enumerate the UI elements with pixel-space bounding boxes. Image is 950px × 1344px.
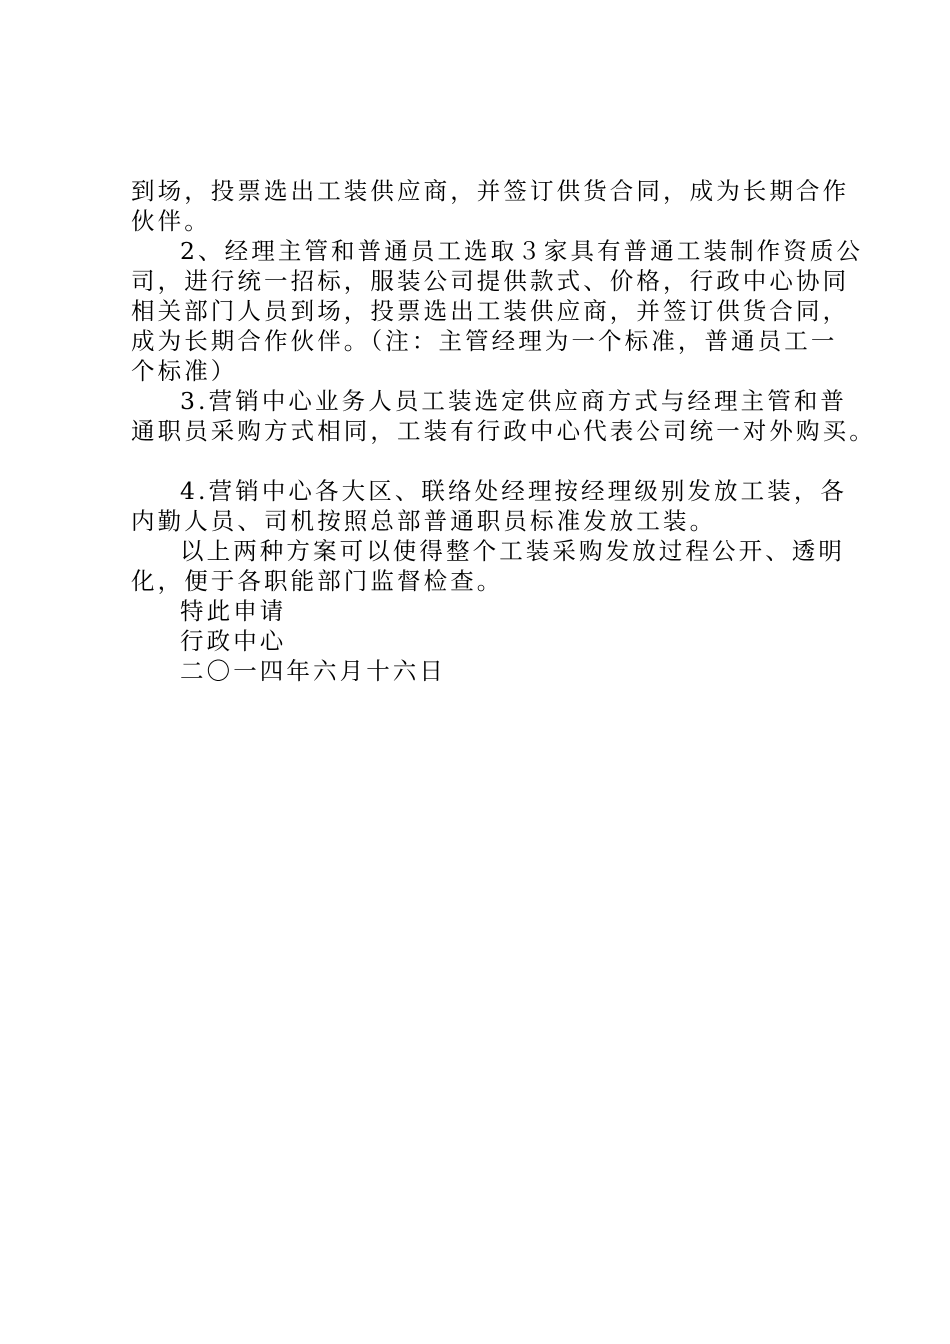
paragraph-line: 4.营销中心各大区、联络处经理按经理级别发放工装，各 <box>180 477 848 505</box>
paragraph-line: 司，进行统一招标，服装公司提供款式、价格，行政中心协同 <box>131 267 850 295</box>
signature-date: 二〇一四年六月十六日 <box>180 657 446 685</box>
paragraph-line: 个标准） <box>131 357 238 385</box>
paragraph-line: 内勤人员、司机按照总部普通职员标准发放工装。 <box>131 507 717 535</box>
paragraph-line: 到场，投票选出工装供应商，并签订供货合同，成为长期合作 <box>131 177 850 205</box>
document-body <box>131 176 876 686</box>
paragraph-line: 相关部门人员到场，投票选出工装供应商，并签订供货合同， <box>131 297 850 325</box>
paragraph-line: 伙伴。 <box>131 207 211 235</box>
closing-request: 特此申请 <box>180 597 287 625</box>
signature-department: 行政中心 <box>180 627 287 655</box>
blank-line <box>131 446 851 476</box>
paragraph-line: 成为长期合作伙伴。（注：主管经理为一个标准，普通员工一 <box>131 327 838 355</box>
paragraph-line: 化，便于各职能部门监督检查。 <box>131 567 504 595</box>
paragraph-line: 2、经理主管和普通员工选取３家具有普通工装制作资质公 <box>180 237 864 265</box>
paragraph-line: 通职员采购方式相同，工装有行政中心代表公司统一对外购买。 <box>131 417 876 445</box>
paragraph-line: 3.营销中心业务人员工装选定供应商方式与经理主管和普 <box>180 387 848 415</box>
paragraph-line: 以上两种方案可以使得整个工装采购发放过程公开、透明 <box>180 537 845 565</box>
